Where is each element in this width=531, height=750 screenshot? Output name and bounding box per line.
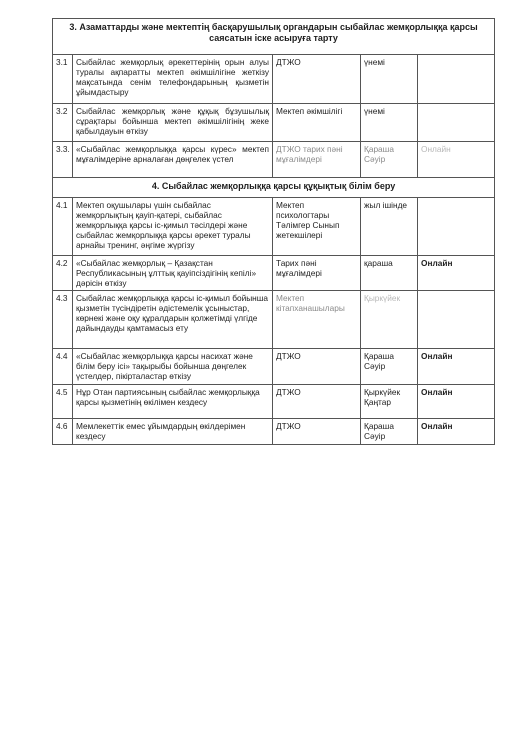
row-action: Сыбайлас жемқорлық әрекеттерінің орын алуы туралы ақпаратты мектеп әкімшілігіне жеткізу мақсатында сенім телефондарының қызметін ұйымдастыру (73, 55, 273, 104)
table-row (53, 104, 495, 142)
row-number: 4.1 (53, 198, 73, 256)
row-action: «Сыбайлас жемқорлыққа қарсы насихат және білім беру ісі» тақырыбы бойынша дөңгелек үстелдер, пікірталастар өткізу (73, 349, 273, 385)
table-row (53, 419, 495, 445)
row-number: 4.2 (53, 256, 73, 291)
row-action: Сыбайлас жемқорлыққа қарсы іс-қимыл бойынша қызметін түсіндіретін әдістемелік ұсыныстар, көрнекі және оқу құралдарын қолжетімді үлгіде дайындауды қамтамасыз ету (73, 291, 273, 349)
row-form (418, 55, 495, 104)
table-row (53, 291, 495, 349)
section-3-title: 3. Азаматтарды және мектептің басқарушылық органдарын сыбайлас жемқорлыққа қарсы саясатын іске асыруға тарту (53, 19, 495, 55)
row-form (418, 291, 495, 349)
row-responsible: ДТЖО тарих пәні мұғалімдері (273, 142, 361, 178)
row-action: «Сыбайлас жемқорлық – Қазақстан Республикасының ұлттық қауіпсіздігінің кепілі» дәрісін өткізу (73, 256, 273, 291)
row-form (418, 198, 495, 256)
row-term: Қараша Сәуір (361, 419, 418, 445)
row-responsible: ДТЖО (273, 55, 361, 104)
table-row (53, 142, 495, 178)
row-term: жыл ішінде (361, 198, 418, 256)
row-action: Сыбайлас жемқорлық және құқық бұзушылық сұрақтары бойынша мектеп әкімшілігінің жеке қабылдауын өткізу (73, 104, 273, 142)
row-form: Онлайн (418, 256, 495, 291)
table-row (53, 198, 495, 256)
row-form: Онлайн (418, 385, 495, 419)
row-form: Онлайн (418, 419, 495, 445)
row-term: Қараша Сәуір (361, 142, 418, 178)
row-term: Қыркүйек Қаңтар (361, 385, 418, 419)
row-number: 4.3 (53, 291, 73, 349)
row-responsible: ДТЖО (273, 419, 361, 445)
section-3-header (53, 19, 495, 55)
row-term: үнемі (361, 104, 418, 142)
row-form (418, 104, 495, 142)
table-row (53, 55, 495, 104)
row-responsible: Мектеп әкімшілігі (273, 104, 361, 142)
section-4-header (53, 178, 495, 198)
row-term: Қараша Сәуір (361, 349, 418, 385)
row-responsible: Мектеп психологтары Тәлімгер Сынып жетекшілері (273, 198, 361, 256)
row-number: 4.6 (53, 419, 73, 445)
section-4-title: 4. Сыбайлас жемқорлыққа қарсы құқықтық білім беру (53, 178, 495, 198)
row-form: Онлайн (418, 349, 495, 385)
row-number: 3.2 (53, 104, 73, 142)
row-number: 3.3. (53, 142, 73, 178)
row-term: қараша (361, 256, 418, 291)
row-term: Қыркүйек (361, 291, 418, 349)
table-row (53, 385, 495, 419)
row-action: Мектеп оқушылары үшін сыбайлас жемқорлықтың қауіп-қатері, сыбайлас жемқорлыққа қарсы іс-қимыл тәсілдері және сыбайлас жемқорлыққа қарсы әрекет туралы арнайы тренинг, әңгіме жүргізу (73, 198, 273, 256)
row-number: 3.1 (53, 55, 73, 104)
row-number: 4.5 (53, 385, 73, 419)
row-responsible: ДТЖО (273, 349, 361, 385)
row-term: үнемі (361, 55, 418, 104)
row-action: Нұр Отан партиясының сыбайлас жемқорлыққа қарсы қызметінің өкілімен кездесу (73, 385, 273, 419)
row-number: 4.4 (53, 349, 73, 385)
row-action: «Сыбайлас жемқорлыққа қарсы күрес» мектеп мұғалімдеріне арналаған дөңгелек үстел (73, 142, 273, 178)
row-form: Онлайн (418, 142, 495, 178)
row-action: Мемлекеттік емес ұйымдардың өкілдерімен кездесу (73, 419, 273, 445)
row-responsible: ДТЖО (273, 385, 361, 419)
table-row (53, 349, 495, 385)
table-row (53, 256, 495, 291)
action-plan-table (52, 18, 495, 445)
row-responsible: Тарих пәні мұғалімдері (273, 256, 361, 291)
row-responsible: Мектеп кітапханашылары (273, 291, 361, 349)
